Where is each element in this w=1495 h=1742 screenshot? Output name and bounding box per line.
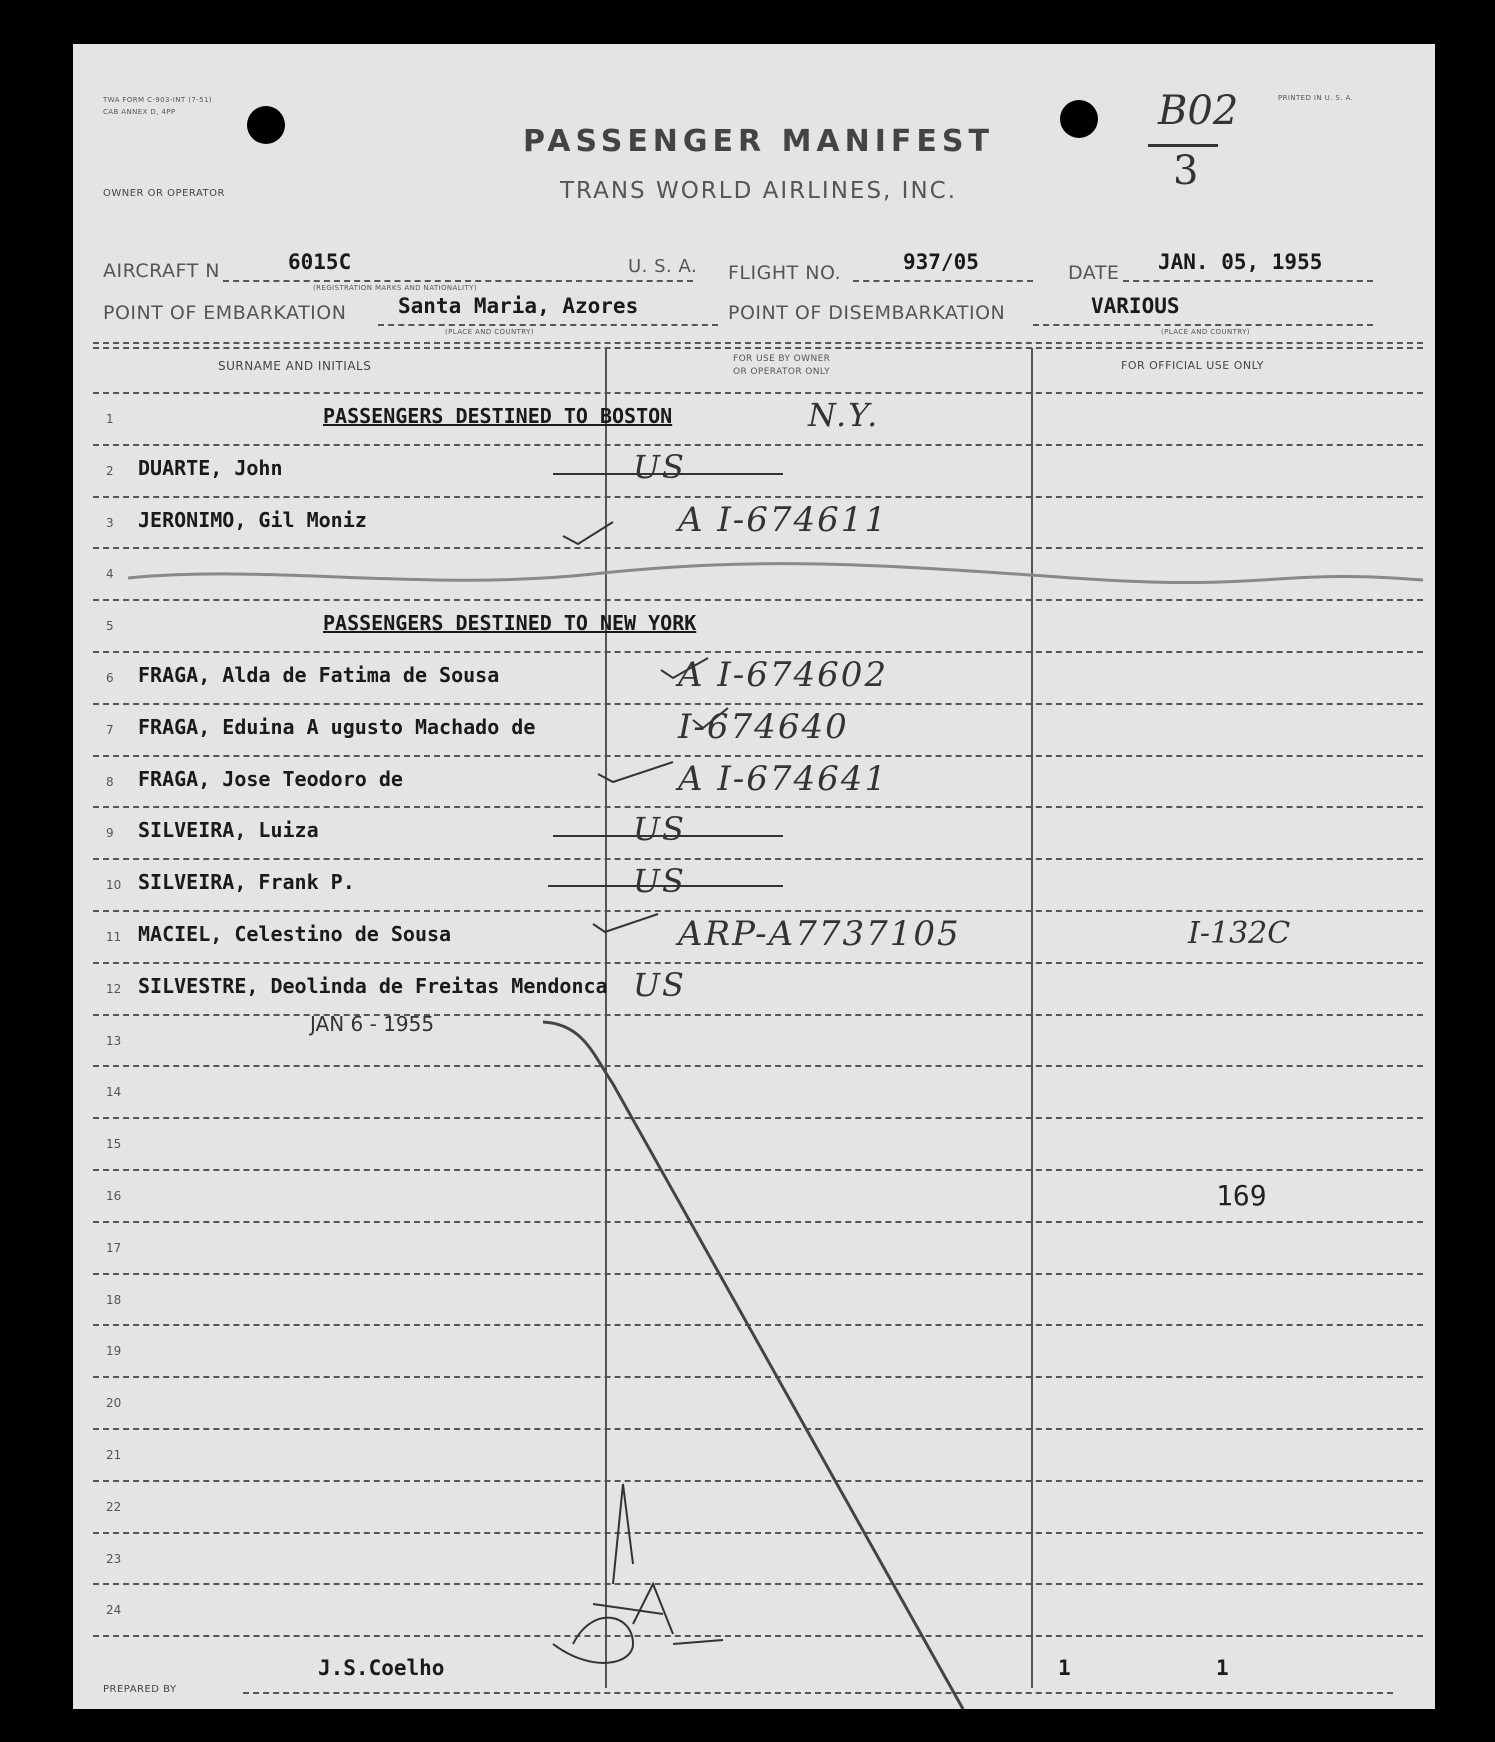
embark-sub: (PLACE AND COUNTRY) [445, 328, 534, 336]
column-owner-use-1: FOR USE BY OWNER [733, 354, 831, 364]
passenger-name: SILVEIRA, Frank P. [138, 870, 355, 895]
disembark-sub: (PLACE AND COUNTRY) [1161, 328, 1250, 336]
owner-use-note: A I-674611 [678, 499, 889, 540]
row-number: 4 [106, 567, 114, 582]
row-number: 16 [106, 1189, 122, 1203]
row-number: 1 [106, 412, 114, 426]
row-number: 8 [106, 774, 114, 789]
row-number: 19 [106, 1344, 122, 1359]
owner-use-note: US [633, 965, 686, 1004]
passenger-name: SILVEIRA, Luiza [138, 818, 319, 843]
check-mark-row-11 [593, 914, 658, 932]
flight-label: FLIGHT NO. [728, 262, 842, 284]
row-number: 6 [106, 671, 114, 685]
row-number: 9 [106, 826, 114, 841]
owner-use-note: US [633, 862, 686, 901]
column-owner-use-2: OR OPERATOR ONLY [733, 367, 830, 377]
signature [553, 1484, 723, 1663]
box-note: B02 [1158, 88, 1239, 134]
manifest-sheet [73, 44, 1435, 1709]
disembark-value: VARIOUS [1091, 294, 1180, 318]
disembark-label: POINT OF DISEMBARKATION [728, 302, 1006, 324]
owner-use-note: A I-674641 [678, 758, 889, 799]
passenger-name: FRAGA, Alda de Fatima de Sousa [138, 663, 500, 687]
box-number: 3 [1173, 148, 1199, 194]
received-stamp: JAN 6 - 1955 [310, 1012, 435, 1036]
cab-annex: CAB ANNEX D, 4PP [103, 108, 176, 116]
check-mark-row-7 [693, 708, 728, 728]
row-number: 22 [106, 1499, 122, 1514]
embark-label: POINT OF EMBARKATION [103, 302, 347, 324]
flight-value: 937/05 [903, 250, 979, 274]
embark-value: Santa Maria, Azores [398, 294, 639, 318]
company-name: TRANS WORLD AIRLINES, INC. [560, 178, 958, 204]
passenger-name: FRAGA, Eduina A ugusto Machado de [138, 714, 536, 739]
row-number: 17 [106, 1240, 122, 1255]
owner-use-note: N.Y. [808, 396, 880, 434]
row-number: 21 [106, 1448, 122, 1462]
row-number: 5 [106, 619, 114, 634]
owner-use-note: US [633, 447, 686, 486]
printed-in: PRINTED IN U. S. A. [1278, 94, 1354, 102]
row-number: 2 [106, 463, 114, 478]
date-label: DATE [1068, 262, 1120, 284]
row-number: 13 [106, 1033, 122, 1048]
check-mark-row-6 [661, 658, 708, 678]
passenger-name: JERONIMO, Gil Moniz [138, 507, 367, 532]
form-number: TWA FORM C-903-INT (7-51) [103, 96, 212, 104]
column-official-use: FOR OFFICIAL USE ONLY [1121, 359, 1265, 372]
row-number: 10 [106, 878, 122, 893]
page-number: 1 [1058, 1656, 1071, 1680]
row-number: 15 [106, 1137, 122, 1152]
check-mark-row-8 [598, 762, 673, 782]
row-number: 14 [106, 1085, 122, 1100]
date-value: JAN. 05, 1955 [1158, 250, 1323, 274]
prepared-by-value: J.S.Coelho [318, 1656, 445, 1680]
check-mark-row-3 [563, 522, 613, 544]
owner-use-note: ARP-A7737105 [678, 914, 961, 954]
owner-label: OWNER OR OPERATOR [103, 188, 225, 199]
passenger-name: FRAGA, Jose Teodoro de [138, 766, 403, 791]
passenger-name: MACIEL, Celestino de Sousa [138, 922, 452, 946]
prepared-by-label: PREPARED BY [103, 1684, 177, 1695]
row-number: 23 [106, 1551, 122, 1566]
prepared-by-underline [243, 1692, 1393, 1694]
page-title: PASSENGER MANIFEST [523, 124, 994, 159]
usa-label: U. S. A. [628, 256, 698, 277]
row-number: 18 [106, 1292, 122, 1307]
aircraft-label: AIRCRAFT N [103, 260, 221, 282]
row-number: 11 [106, 930, 122, 944]
official-use-note: 169 [1216, 1179, 1267, 1212]
official-use-note: I-132C [1188, 916, 1291, 951]
row-number: 24 [106, 1603, 122, 1618]
section-heading: PASSENGERS DESTINED TO BOSTON [323, 404, 673, 428]
column-surname: SURNAME AND INITIALS [218, 359, 372, 373]
section-heading: PASSENGERS DESTINED TO NEW YORK [323, 611, 697, 636]
page-of-number: 1 [1216, 1656, 1229, 1680]
row-number: 20 [106, 1396, 122, 1411]
row-number: 7 [106, 722, 114, 737]
row-number: 3 [106, 515, 114, 530]
passenger-name: DUARTE, John [138, 455, 283, 480]
passenger-name: SILVESTRE, Deolinda de Freitas Mendonca [138, 973, 608, 998]
owner-use-note: US [633, 810, 686, 849]
owner-use-note: A I-674602 [678, 655, 889, 695]
aircraft-value: 6015C [288, 250, 352, 274]
owner-use-note: I-674640 [678, 706, 849, 747]
row-4-wavy-strike [128, 564, 1423, 583]
handwritten-marks [73, 44, 1435, 1709]
row-number: 12 [106, 981, 122, 996]
aircraft-sub: (REGISTRATION MARKS AND NATIONALITY) [313, 284, 477, 292]
